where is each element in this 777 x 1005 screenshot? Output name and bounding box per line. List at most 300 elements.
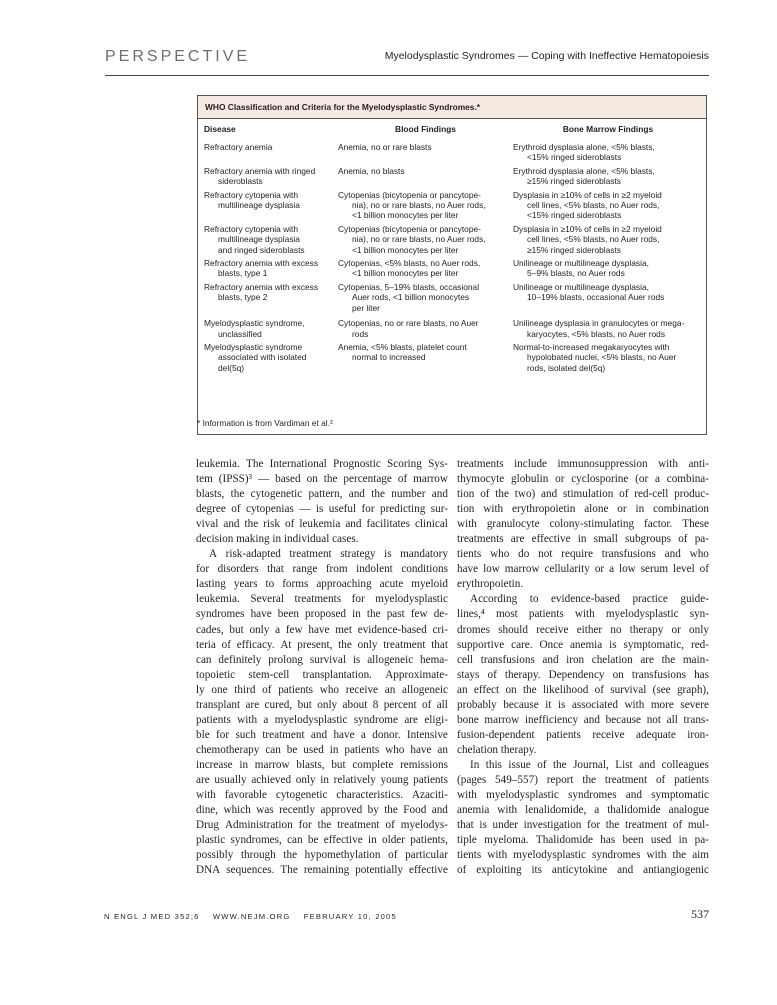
word: under <box>492 819 518 832</box>
cell-line: Anemia, <5% blasts, platelet count <box>338 341 467 352</box>
word: analogue <box>668 804 709 817</box>
word: Once <box>539 638 564 651</box>
word: most <box>495 608 518 621</box>
word: few <box>285 623 303 636</box>
word: subgroups <box>625 533 672 546</box>
word: proposed <box>305 608 347 621</box>
word: associated <box>571 698 618 711</box>
word: in <box>368 834 377 847</box>
word: clinical <box>414 518 448 531</box>
word: hypomethylation <box>304 849 381 862</box>
text-line <box>196 577 448 592</box>
word: granulocyte <box>486 518 540 531</box>
marrow-findings-cell <box>513 224 703 255</box>
word: erythropoietin <box>511 503 576 516</box>
marrow-findings-cell <box>513 258 703 279</box>
word: and <box>541 488 558 501</box>
word: the <box>230 488 245 501</box>
text-line <box>196 502 448 517</box>
word: and <box>625 789 642 802</box>
word: receive <box>536 623 569 636</box>
text-line <box>196 487 448 502</box>
word: main- <box>682 653 709 666</box>
word: patients <box>278 683 314 696</box>
word: one <box>211 683 228 696</box>
word: Journal, <box>573 758 609 771</box>
word: a <box>609 563 615 576</box>
word: vival <box>196 518 219 531</box>
word: receive <box>592 728 625 741</box>
word: In <box>470 758 480 771</box>
word: exploiting <box>476 864 522 877</box>
cell-line: del(5q) <box>218 362 245 373</box>
word: no <box>610 623 622 636</box>
column-header-blood: Blood Findings <box>395 124 456 134</box>
cell-line: ≥15% ringed sideroblasts <box>527 244 621 255</box>
word: useful <box>328 503 357 516</box>
word: is <box>557 698 566 711</box>
word: relatively <box>333 773 376 786</box>
cell-line: ≥15% ringed sideroblasts <box>527 176 621 187</box>
word: favorable <box>224 789 267 802</box>
word: is <box>384 548 392 561</box>
word: forms <box>282 578 309 591</box>
word: myelodysplastic <box>513 849 586 862</box>
word: fusion-dependent <box>457 728 535 741</box>
word: thymocyte <box>457 473 505 486</box>
word: an <box>457 683 468 696</box>
cell-line: sideroblasts <box>218 176 263 187</box>
text-line <box>457 713 709 728</box>
word: patients <box>546 728 581 741</box>
word: treatments <box>294 593 342 606</box>
word: approaching <box>316 578 372 591</box>
word: The <box>246 458 264 470</box>
word: is <box>609 638 617 651</box>
word: remissions <box>400 758 448 771</box>
body-column-left <box>196 457 448 878</box>
word: third <box>234 683 256 696</box>
word: through <box>240 849 276 862</box>
word: syndromes <box>592 849 641 862</box>
blood-findings-cell <box>338 282 513 313</box>
word: predicting <box>379 503 426 516</box>
word: therapy. <box>504 668 541 681</box>
word: supportive <box>457 638 505 651</box>
word: (pages <box>457 773 487 786</box>
word: acute <box>379 578 404 591</box>
cell-line: multilineage dysplasia <box>218 234 300 245</box>
text-line <box>457 803 709 818</box>
word: evidence-based <box>357 623 427 636</box>
word: evidence-based <box>550 593 620 606</box>
word: severe <box>680 698 709 711</box>
word: past <box>386 608 405 621</box>
word: antiangiogenic <box>643 864 709 877</box>
word: syn- <box>689 608 709 621</box>
word: because <box>605 713 642 726</box>
word: been <box>622 834 644 847</box>
body-column-right <box>457 457 709 878</box>
word: in <box>329 743 339 756</box>
word: myeloma. <box>484 834 529 847</box>
word: and <box>431 488 448 501</box>
word: in <box>352 608 361 621</box>
word: of <box>457 864 467 877</box>
text-line <box>196 848 448 863</box>
word: are <box>510 533 525 546</box>
word: Intensive <box>406 728 448 741</box>
word: this <box>485 758 502 771</box>
text-line <box>457 758 709 773</box>
word: anti- <box>688 458 709 470</box>
word: possibly <box>196 849 234 862</box>
word: are <box>196 773 210 786</box>
word: — <box>299 503 311 516</box>
text-line <box>457 653 709 668</box>
word: more <box>650 698 674 711</box>
word: conditions <box>401 563 448 576</box>
word: with <box>457 789 477 802</box>
word: risk-adapted <box>225 548 281 561</box>
word: colony-stimulating <box>549 518 635 531</box>
blood-findings-cell <box>338 190 513 221</box>
word: only <box>317 698 338 711</box>
word: is <box>315 503 324 516</box>
word: adequate <box>636 728 676 741</box>
word: mandatory <box>400 548 448 561</box>
table-row <box>204 224 704 255</box>
word: who <box>490 548 510 561</box>
disease-cell <box>204 258 338 279</box>
text-line <box>196 698 448 713</box>
word: have <box>250 608 272 621</box>
text-line <box>457 532 709 547</box>
word: of <box>672 819 683 832</box>
word: in <box>239 758 249 771</box>
word: with <box>574 608 595 621</box>
word: has <box>694 668 709 681</box>
word: cyclosporine <box>571 473 629 486</box>
word: cades, <box>196 623 224 636</box>
cell-line: rods <box>352 328 369 339</box>
word: number <box>391 488 426 501</box>
cell-line: Myelodysplastic syndrome <box>204 341 303 352</box>
blood-findings-cell <box>338 342 513 373</box>
word: graph), <box>676 683 709 696</box>
word: strategy <box>340 548 376 561</box>
word: the <box>244 518 259 531</box>
word: an <box>384 683 396 696</box>
word: used <box>303 743 324 756</box>
word: effect <box>473 683 500 696</box>
word: transfusions <box>480 653 535 666</box>
word: and <box>542 653 559 666</box>
text-line <box>457 517 709 532</box>
word: the <box>366 608 381 621</box>
running-title: Myelodysplastic Syndromes — Coping with Ineffective Hematopoiesis <box>384 50 709 62</box>
cell-line: and ringed sideroblasts <box>218 244 305 255</box>
word: pa- <box>694 533 709 546</box>
disease-cell <box>204 318 338 339</box>
word: only <box>295 773 316 786</box>
blood-findings-cell <box>338 224 513 255</box>
word: dine, <box>196 804 219 817</box>
text-line <box>457 547 709 562</box>
word: potentially <box>355 864 404 877</box>
word: of <box>284 518 295 531</box>
text-line <box>196 653 448 668</box>
word: a <box>263 713 269 726</box>
cell-line: karyocytes, <5% blasts, no Auer rods <box>527 328 666 339</box>
cell-line: <15% ringed sideroblasts <box>527 152 622 163</box>
word: that <box>457 819 474 832</box>
text-line <box>457 502 709 517</box>
word: for <box>298 819 312 832</box>
word: the <box>317 819 332 832</box>
word: of <box>422 698 432 711</box>
word: The <box>280 864 298 877</box>
word: of <box>594 683 604 696</box>
word: colleagues <box>661 758 709 771</box>
word: patients <box>674 773 709 786</box>
text-line <box>457 562 709 577</box>
blood-findings-cell <box>338 142 513 163</box>
word: allogeneic <box>402 683 448 696</box>
word: tiple <box>457 834 477 847</box>
word: with <box>483 503 504 516</box>
word: cri- <box>432 623 448 636</box>
word: transfusions <box>601 548 656 561</box>
text-line <box>196 758 448 773</box>
text-line <box>457 698 709 713</box>
word: low <box>618 563 636 576</box>
word: thalidomide <box>607 804 661 817</box>
disease-cell <box>204 166 338 187</box>
word: small <box>593 533 618 546</box>
word: used <box>650 834 672 847</box>
word: that <box>431 638 448 651</box>
word: the <box>495 488 509 501</box>
cell-line: per liter <box>352 302 380 313</box>
cell-line: blasts, type 1 <box>218 268 268 279</box>
word: and <box>431 804 448 817</box>
cell-line: rods, isolated del(5q) <box>527 362 606 373</box>
disease-cell <box>204 342 338 373</box>
text-line <box>457 728 709 743</box>
word: blasts, <box>196 488 225 501</box>
text-line <box>196 728 448 743</box>
word: of <box>388 849 398 862</box>
word: and <box>310 728 328 741</box>
word: and <box>223 518 240 531</box>
word: topoietic <box>196 668 236 681</box>
word: but <box>229 623 244 636</box>
word: who <box>319 683 340 696</box>
word: ly <box>196 683 205 696</box>
cell-line: Dysplasia in ≥10% of cells in ≥2 myeloid <box>513 223 662 234</box>
word: for <box>216 728 230 741</box>
text-line <box>196 547 448 562</box>
word: two) <box>514 488 536 501</box>
word: characteristics. <box>336 789 404 802</box>
citation-text: N ENGL J MED 352;6 WWW.NEJM.ORG FEBRUARY 10, 2005 <box>104 912 397 921</box>
section-label: PERSPECTIVE <box>105 48 251 65</box>
word: the <box>283 849 298 862</box>
cell-line: associated with isolated <box>218 352 307 363</box>
word: (or <box>635 473 649 486</box>
word: have <box>410 743 432 756</box>
word: the <box>582 773 597 786</box>
word: years <box>233 578 258 591</box>
footnote-rule <box>197 434 707 435</box>
word: patients <box>413 773 448 786</box>
word: of <box>262 683 272 696</box>
text-line <box>457 683 709 698</box>
word: plastic <box>196 834 226 847</box>
word: treatment <box>383 638 426 651</box>
word: International <box>269 458 327 470</box>
word: mul- <box>687 819 709 832</box>
word: (IPSS)³ <box>218 473 252 486</box>
word: for <box>361 503 375 516</box>
table-row <box>204 166 704 187</box>
cell-line: Anemia, no blasts <box>338 165 405 176</box>
word: symptomatic <box>651 789 709 802</box>
word: effective <box>323 834 363 847</box>
word: require <box>561 548 593 561</box>
cell-line: Cytopenias (bicytopenia or pancytope- <box>338 189 481 200</box>
word: the <box>552 758 567 771</box>
word: sequences. <box>226 864 275 877</box>
marrow-findings-cell <box>513 342 703 373</box>
cell-line: Cytopenias, 5–19% blasts, occasional <box>338 281 480 292</box>
blood-findings-cell <box>338 318 513 339</box>
word: particular <box>405 849 448 862</box>
word: lenalidomide, <box>525 804 587 817</box>
word: cytopenias <box>245 503 294 516</box>
word: from <box>325 563 348 576</box>
word: leukemia. <box>196 593 240 606</box>
word: with <box>457 518 477 531</box>
word: such <box>235 728 256 741</box>
cell-line: <1 billion monocytes per liter <box>352 268 459 279</box>
word: a <box>360 728 366 741</box>
word: treatment <box>289 548 332 561</box>
word: treatment <box>604 773 648 786</box>
table-row <box>204 342 704 373</box>
word: to <box>529 593 539 606</box>
word: marrow <box>254 758 290 771</box>
word: guide- <box>680 593 709 606</box>
word: leukemia. <box>196 458 240 470</box>
text-line <box>457 577 709 592</box>
cell-line: <1 billion monocytes per liter <box>352 210 459 221</box>
word: be <box>286 743 298 756</box>
cell-line: Cytopenias, no or rare blasts, no Auer <box>338 318 479 329</box>
word: immunosuppression <box>557 458 648 470</box>
word: Dependency <box>548 668 605 681</box>
word: 8 <box>372 698 379 711</box>
word: sur- <box>430 503 448 516</box>
cell-line: Unilineage or multilineage dysplasia, <box>513 281 649 292</box>
word: of <box>678 533 688 546</box>
word: only <box>357 638 378 651</box>
word: de- <box>433 608 448 621</box>
cell-line: nia), no or rare blasts, no Auer rods, <box>352 200 486 211</box>
word: tients <box>457 548 482 561</box>
word: the <box>338 638 352 651</box>
word: percentage <box>343 473 392 486</box>
table-body <box>204 124 704 373</box>
word: myelodysplastic <box>375 593 448 606</box>
word: 549–557) <box>495 773 538 786</box>
disease-cell <box>204 282 338 313</box>
word: the <box>522 683 537 696</box>
word: lines,⁴ <box>457 608 485 621</box>
text-line <box>196 713 448 728</box>
word: who <box>385 743 405 756</box>
word: myelodysplastic <box>486 789 559 802</box>
word: red-cell <box>634 488 669 501</box>
text-line <box>196 607 448 622</box>
cell-line: Normal-to-increased megakaryocytes with <box>513 341 670 352</box>
blood-findings-cell <box>338 258 513 279</box>
word: Food <box>403 804 427 817</box>
word: aim <box>692 849 709 862</box>
word: transplantation. <box>302 668 372 681</box>
text-line <box>457 472 709 487</box>
word: the <box>661 653 676 666</box>
word: tion <box>457 488 475 501</box>
word: can <box>287 834 303 847</box>
word: transfusions <box>631 668 686 681</box>
word: teria <box>196 638 216 651</box>
word: receive <box>345 683 379 696</box>
word: of <box>231 503 241 516</box>
word: Thalidomide <box>535 834 594 847</box>
text-line <box>196 668 448 683</box>
word: allogeneic <box>367 653 414 666</box>
cell-line: hypolobated nuclei, <5% blasts, no Auer <box>527 352 677 363</box>
word: and <box>617 864 634 877</box>
table-header-row <box>204 124 704 142</box>
word: about <box>342 698 368 711</box>
text-line <box>196 818 448 833</box>
word: effective <box>409 864 448 877</box>
line-text: erythropoietin. <box>457 578 524 591</box>
word: anticytokine <box>551 864 608 877</box>
word: facilitates <box>366 518 410 531</box>
word: prolong <box>268 653 303 666</box>
word: Administration <box>224 819 293 832</box>
word: — <box>257 473 270 486</box>
text-line <box>457 457 709 472</box>
word: has <box>600 834 616 847</box>
table-row <box>204 258 704 279</box>
word: symptomatic, <box>623 638 685 651</box>
word: cell <box>457 653 474 666</box>
word: Approximate- <box>385 668 448 681</box>
text-line <box>196 457 448 472</box>
word: practice <box>632 593 668 606</box>
marrow-findings-cell <box>513 190 703 221</box>
word: all <box>666 713 678 726</box>
word: the <box>371 488 385 501</box>
cell-line: 5–9% blasts, no Auer rods <box>527 268 625 279</box>
word: cytogenetic <box>250 488 303 501</box>
word: with <box>497 804 518 817</box>
